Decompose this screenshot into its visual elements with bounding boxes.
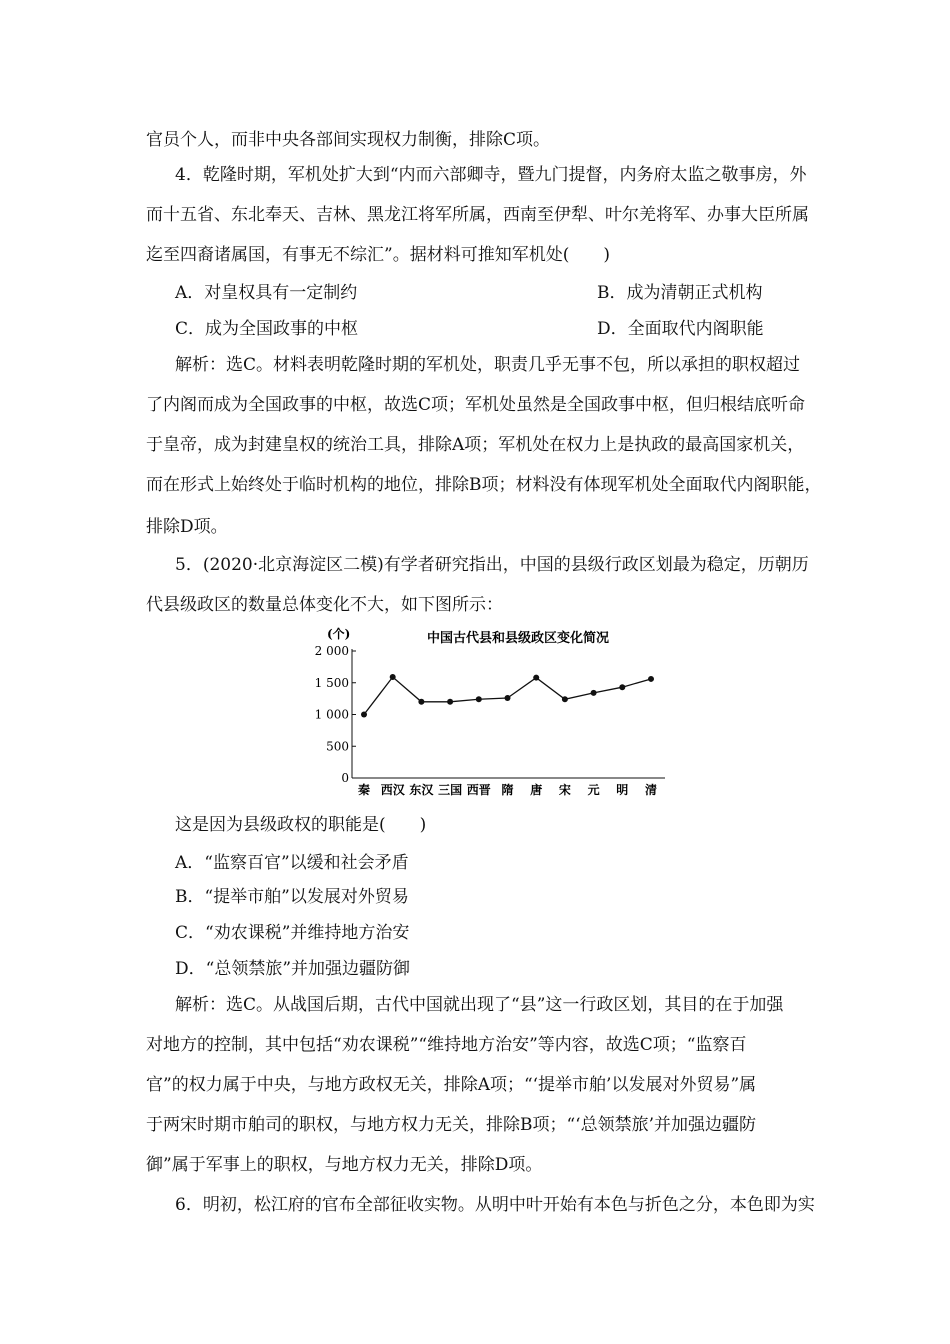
- data-points: [361, 674, 654, 717]
- x-tick-label: 东汉: [409, 783, 434, 797]
- y-tick-label: 500: [326, 739, 349, 754]
- text-line: 了内阁而成为全国政事的中枢，故选C项；军机处虽然是全国政事中枢，但归根结底听命: [146, 395, 806, 415]
- x-tick-label: 宋: [558, 783, 571, 797]
- x-tick-label: 西汉: [380, 783, 405, 797]
- y-tick-labels: [315, 644, 349, 785]
- text-line: 官员个人，而非中央各部间实现权力制衡，排除C项。: [146, 130, 551, 150]
- x-tick-label: 明: [616, 783, 629, 797]
- chart-title: 中国古代县和县级政区变化简况: [426, 631, 610, 646]
- x-tick-label: 秦: [357, 783, 371, 797]
- option-c: C．“劝农课税”并维持地方治安: [175, 923, 410, 943]
- y-tick-label: 2 000: [314, 644, 349, 658]
- text-line: 对地方的控制，其中包括“劝农课税”“维持地方治安”等内容，故选C项；“监察百: [146, 1035, 747, 1055]
- question-5-stem: 5．(2020·北京海淀区二模)有学者研究指出，中国的县级行政区划最为稳定，历朝历: [175, 555, 809, 575]
- data-point: [591, 690, 597, 696]
- x-tick-label: 清: [644, 783, 658, 797]
- data-point: [533, 675, 539, 681]
- text-line: 代县级政区的数量总体变化不大，如下图所示：: [146, 595, 503, 615]
- county-count-chart: [300, 620, 680, 800]
- analysis-4: 解析：选C。材料表明乾隆时期的军机处，职责几乎无事不包，所以承担的职权超过: [175, 355, 801, 375]
- y-tick-label: 1 500: [314, 675, 349, 690]
- data-point: [361, 712, 367, 718]
- text-line: 于两宋时期市舶司的职权，与地方权力无关，排除B项；“‘总领禁旅’并加强边疆防: [146, 1115, 756, 1135]
- analysis-5: 解析：选C。从战国后期，古代中国就出现了“县”这一行政区划，其目的在于加强: [175, 995, 784, 1015]
- x-tick-label: 唐: [530, 783, 543, 797]
- x-tick-label: 元: [587, 783, 600, 797]
- data-point: [418, 699, 424, 705]
- y-axis-unit: (个): [327, 627, 351, 641]
- text-line: 于皇帝，成为封建皇权的统治工具，排除A项；军机处在权力上是执政的最高国家机关，: [146, 435, 805, 455]
- option-a: A．“监察百官”以缓和社会矛盾: [175, 853, 409, 873]
- text-line: 御”属于军事上的职权，与地方权力无关，排除D项。: [146, 1155, 543, 1175]
- chart-axes: [352, 649, 665, 778]
- data-point: [476, 696, 482, 702]
- y-tick-label: 0: [341, 771, 349, 785]
- data-point: [390, 674, 396, 680]
- text-line: 而十五省、东北奉天、吉林、黑龙江将军所属，西南至伊犁、叶尔羌将军、办事大臣所属: [146, 205, 809, 225]
- question-6-stem: 6．明初，松江府的官布全部征收实物。从明中叶开始有本色与折色之分，本色即为实: [175, 1195, 815, 1215]
- data-point: [505, 695, 511, 701]
- option-c: C．成为全国政事的中枢: [175, 319, 359, 339]
- option-b: B．“提举市舶”以发展对外贸易: [175, 887, 409, 907]
- question-4-stem: 4．乾隆时期，军机处扩大到“内而六部卿寺，暨九门提督，内务府太监之敬事房，外: [175, 165, 807, 185]
- text-line: 而在形式上始终处于临时机构的地位，排除B项；材料没有体现军机处全面取代内阁职能，: [146, 475, 822, 495]
- data-point: [648, 676, 654, 682]
- option-a: A．对皇权具有一定制约: [175, 283, 358, 303]
- x-tick-labels: [357, 782, 657, 797]
- x-tick-label: 西晋: [466, 783, 491, 797]
- option-d: D．“总领禁旅”并加强边疆防御: [175, 959, 411, 979]
- data-point: [447, 699, 453, 705]
- text-line: 迄至四裔诸属国，有事无不综汇”。据材料可推知军机处( ): [146, 245, 610, 265]
- option-d: D．全面取代内阁职能: [597, 319, 764, 339]
- data-point: [562, 696, 568, 702]
- data-point: [619, 684, 625, 690]
- y-tick-label: 1 000: [314, 707, 349, 722]
- text-line: 官”的权力属于中央，与地方政权无关，排除A项；“‘提举市舶’以发展对外贸易”属: [146, 1075, 757, 1095]
- x-tick-label: 隋: [501, 783, 514, 797]
- option-b: B．成为清朝正式机构: [597, 283, 763, 303]
- text-line: 排除D项。: [146, 517, 228, 537]
- x-tick-label: 三国: [438, 783, 463, 797]
- question-5-prompt: 这是因为县级政权的职能是( ): [175, 815, 427, 835]
